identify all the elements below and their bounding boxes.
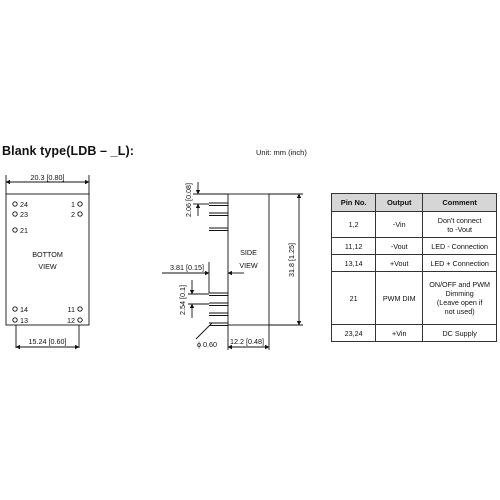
pin-2-circle <box>78 212 82 216</box>
side-view-body <box>228 194 269 325</box>
pin-table-header-output: Output <box>376 194 423 212</box>
pin-table-header-row <box>332 194 497 212</box>
pin-table-header-comment: Comment <box>423 194 497 212</box>
side-pin-pitch-dim: 2.54 [0.1] <box>178 285 187 315</box>
pin-24-circle <box>13 202 17 206</box>
unit-note: Unit: mm (inch) <box>256 148 307 157</box>
pin-13-label: 13 <box>20 316 28 325</box>
comment-cell: LED + Connection <box>423 255 497 272</box>
table-row <box>332 212 497 238</box>
comment-cell: Don't connect to -Vout <box>423 212 497 238</box>
pin-12-circle <box>78 318 82 322</box>
output-cell: PWM DIM <box>376 272 423 325</box>
pin-1-circle <box>78 202 82 206</box>
comment-cell: DC Supply <box>423 325 497 342</box>
side-height-dim: 31.8 [1.25] <box>287 243 296 277</box>
pin-14-label: 14 <box>20 305 28 314</box>
comment-cell: ON/OFF and PWM Dimming (Leave open if not used) <box>423 272 497 325</box>
pin-cell: 11,12 <box>332 238 376 255</box>
output-cell: +Vout <box>376 255 423 272</box>
pin-cell: 13,14 <box>332 255 376 272</box>
output-cell: -Vin <box>376 212 423 238</box>
bottom-pin-spacing-dim: 15.24 [0.60] <box>28 337 67 346</box>
pin-14-circle <box>13 307 17 311</box>
pin-table-header-pin: Pin No. <box>332 194 376 212</box>
pin-cell: 1,2 <box>332 212 376 238</box>
comment-cell: LED - Connection <box>423 238 497 255</box>
pin-23-circle <box>13 212 17 216</box>
pin-diameter: ϕ 0.60 <box>197 340 218 349</box>
pin-table <box>331 193 497 342</box>
bottom-view-label-1: BOTTOM <box>32 250 63 259</box>
pin-21-circle <box>13 228 17 232</box>
output-cell: +Vin <box>376 325 423 342</box>
pin-1-label: 1 <box>71 200 75 209</box>
side-thickness-dim: 12.2 [0.48] <box>230 337 264 346</box>
pin-2-label: 2 <box>71 210 75 219</box>
side-pin-offset-dim: 3.81 [0.15] <box>170 263 204 272</box>
table-row <box>332 255 497 272</box>
side-view-label-2: VIEW <box>239 261 258 270</box>
pin-cell: 23,24 <box>332 325 376 342</box>
page-title: Blank type(LDB – _L): <box>2 144 134 158</box>
bottom-view-body <box>6 194 89 325</box>
pin-11-label: 11 <box>67 305 75 314</box>
side-view-label-1: SIDE <box>240 248 257 257</box>
table-row <box>332 238 497 255</box>
pin-13-circle <box>13 318 17 322</box>
bottom-width-dim: 20.3 [0.80] <box>30 173 65 182</box>
pin-12-label: 12 <box>67 316 75 325</box>
bottom-view-label-2: VIEW <box>38 262 57 271</box>
output-cell: -Vout <box>376 238 423 255</box>
pin-21-label: 21 <box>20 226 28 235</box>
table-row <box>332 272 497 325</box>
pin-24-label: 24 <box>20 200 28 209</box>
pin-11-circle <box>78 307 82 311</box>
side-pin-length-dim: 2.06 [0.08] <box>184 183 193 217</box>
pin-cell: 21 <box>332 272 376 325</box>
pin-23-label: 23 <box>20 210 28 219</box>
table-row <box>332 325 497 342</box>
